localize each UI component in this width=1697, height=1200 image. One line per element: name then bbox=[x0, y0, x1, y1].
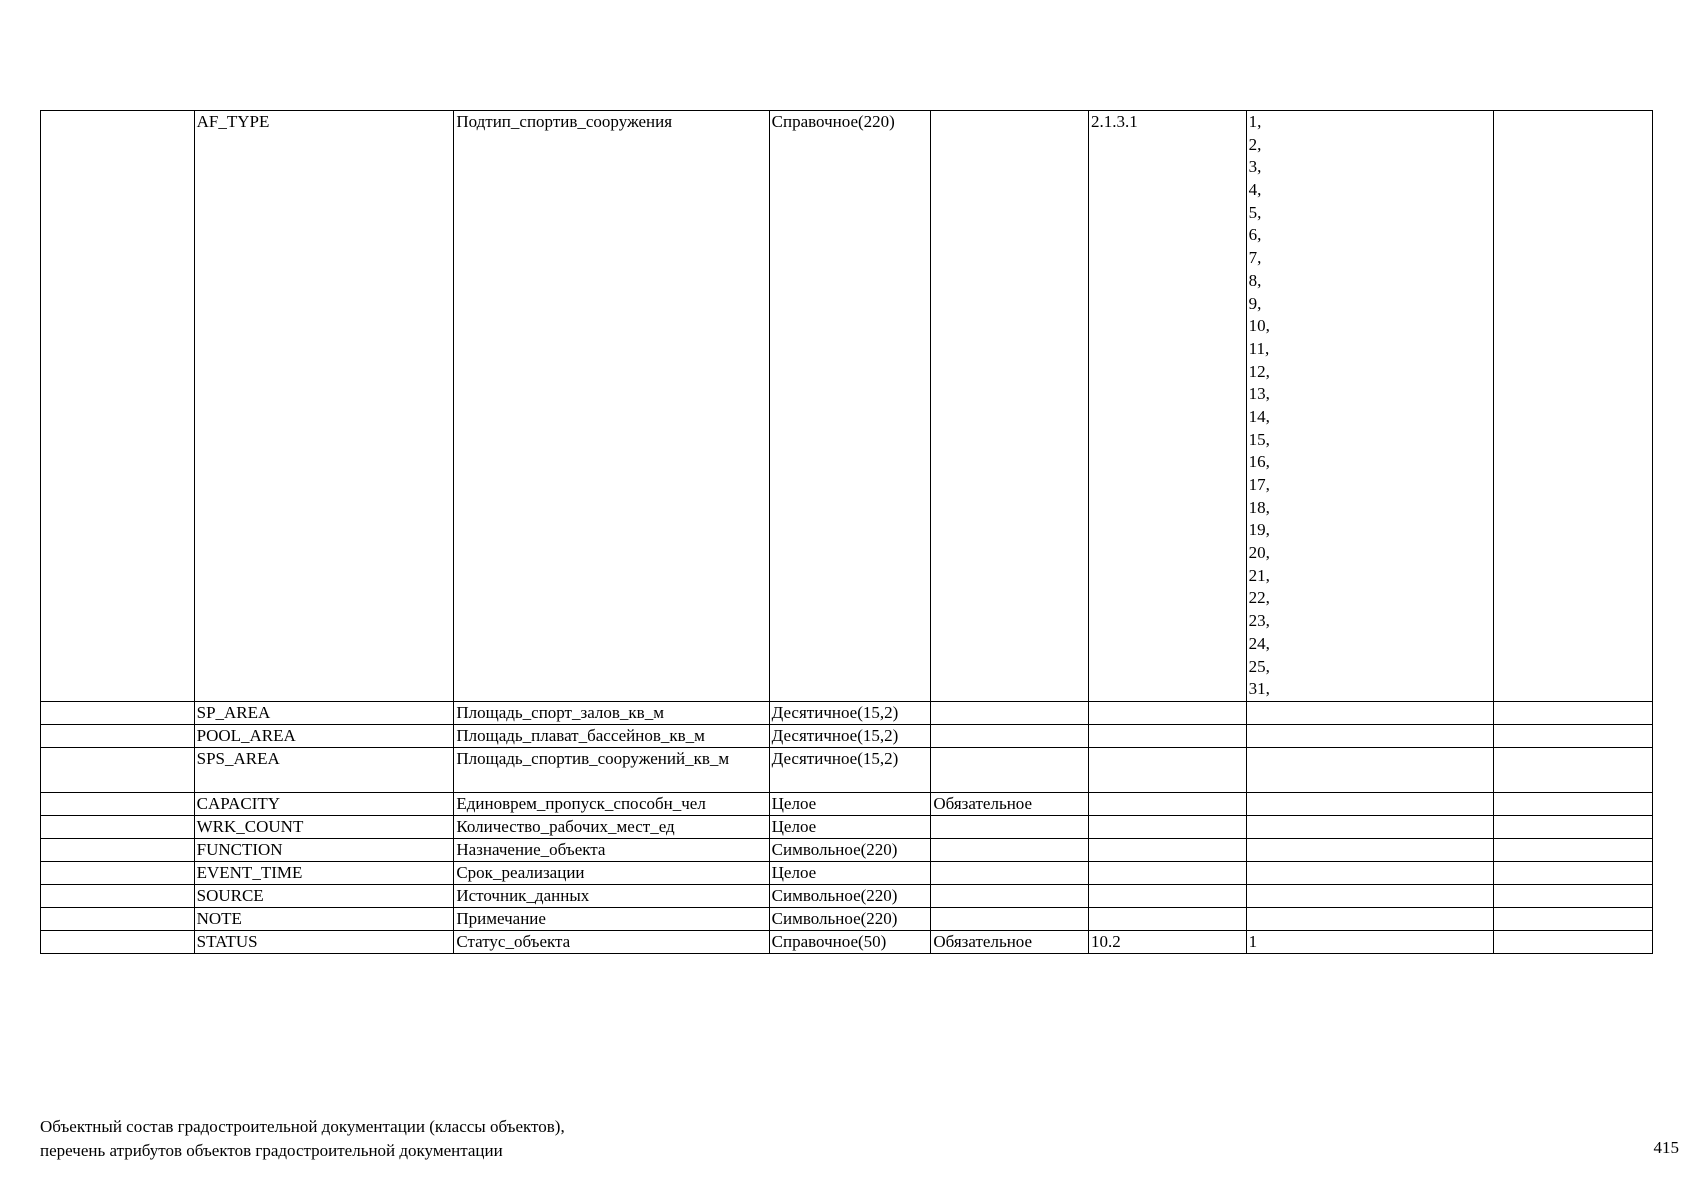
empty-cell bbox=[41, 816, 195, 839]
value-item: 16, bbox=[1248, 452, 1270, 472]
attribute-value bbox=[1246, 816, 1494, 839]
value-item: 9, bbox=[1248, 293, 1262, 313]
attribute-name: Статус_объекта bbox=[454, 931, 769, 954]
value-item: 10, bbox=[1248, 316, 1270, 336]
attribute-required bbox=[931, 862, 1089, 885]
attribute-code: EVENT_TIME bbox=[194, 862, 454, 885]
attribute-required bbox=[931, 111, 1089, 702]
value-item: 11, bbox=[1248, 338, 1270, 358]
attribute-type: Целое bbox=[769, 816, 931, 839]
attributes-table bbox=[40, 110, 1653, 954]
value-item: 1, bbox=[1248, 112, 1262, 131]
attribute-code: SP_AREA bbox=[194, 702, 454, 725]
attribute-required bbox=[931, 839, 1089, 862]
attribute-name: Срок_реализации bbox=[454, 862, 769, 885]
attribute-ref bbox=[1089, 885, 1247, 908]
attribute-value: 1 bbox=[1246, 931, 1494, 954]
attribute-type: Целое bbox=[769, 862, 931, 885]
empty-cell bbox=[41, 793, 195, 816]
empty-cell bbox=[1494, 816, 1653, 839]
value-item: 24, bbox=[1248, 633, 1270, 653]
attribute-ref bbox=[1089, 793, 1247, 816]
empty-cell bbox=[1494, 793, 1653, 816]
attribute-ref bbox=[1089, 862, 1247, 885]
value-item: 12, bbox=[1248, 361, 1270, 381]
empty-cell bbox=[1494, 885, 1653, 908]
value-item: 25, bbox=[1248, 656, 1270, 676]
attribute-code: WRK_COUNT bbox=[194, 816, 454, 839]
attribute-name: Подтип_спортив_сооружения bbox=[454, 111, 769, 702]
empty-cell bbox=[1494, 908, 1653, 931]
attribute-name: Площадь_спорт_залов_кв_м bbox=[454, 702, 769, 725]
attribute-code: SPS_AREA bbox=[194, 748, 454, 793]
empty-cell bbox=[41, 885, 195, 908]
attribute-name: Единоврем_пропуск_способн_чел bbox=[454, 793, 769, 816]
attribute-code: NOTE bbox=[194, 908, 454, 931]
attribute-value bbox=[1246, 702, 1494, 725]
empty-cell bbox=[41, 748, 195, 793]
value-item: 14, bbox=[1248, 406, 1270, 426]
attribute-name: Источник_данных bbox=[454, 885, 769, 908]
attribute-type: Справочное(50) bbox=[769, 931, 931, 954]
empty-cell bbox=[41, 111, 195, 702]
empty-cell bbox=[41, 702, 195, 725]
value-item: 15, bbox=[1248, 429, 1270, 449]
attribute-required bbox=[931, 702, 1089, 725]
attribute-required bbox=[931, 816, 1089, 839]
attribute-type: Десятичное(15,2) bbox=[769, 702, 931, 725]
attribute-code: FUNCTION bbox=[194, 839, 454, 862]
value-item: 31, bbox=[1248, 679, 1270, 699]
empty-cell bbox=[41, 931, 195, 954]
table-row bbox=[41, 931, 1653, 954]
value-item: 20, bbox=[1248, 543, 1270, 563]
empty-cell bbox=[1494, 702, 1653, 725]
attribute-required bbox=[931, 885, 1089, 908]
empty-cell bbox=[41, 908, 195, 931]
value-item: 6, bbox=[1248, 225, 1262, 245]
attribute-code: POOL_AREA bbox=[194, 725, 454, 748]
attribute-ref bbox=[1089, 725, 1247, 748]
empty-cell bbox=[41, 725, 195, 748]
value-item: 22, bbox=[1248, 588, 1270, 608]
table-row bbox=[41, 725, 1653, 748]
attribute-type: Десятичное(15,2) bbox=[769, 725, 931, 748]
table-row bbox=[41, 702, 1653, 725]
attribute-required bbox=[931, 908, 1089, 931]
attribute-code: SOURCE bbox=[194, 885, 454, 908]
attribute-type: Десятичное(15,2) bbox=[769, 748, 931, 793]
table-row bbox=[41, 908, 1653, 931]
attribute-required bbox=[931, 725, 1089, 748]
attribute-ref: 10.2 bbox=[1089, 931, 1247, 954]
attribute-ref bbox=[1089, 748, 1247, 793]
value-item: 5, bbox=[1248, 202, 1262, 222]
attribute-value bbox=[1246, 885, 1494, 908]
empty-cell bbox=[1494, 839, 1653, 862]
page-footer bbox=[40, 1115, 565, 1163]
attribute-code: STATUS bbox=[194, 931, 454, 954]
table-row bbox=[41, 793, 1653, 816]
attribute-name: Примечание bbox=[454, 908, 769, 931]
value-item: 3, bbox=[1248, 157, 1262, 177]
empty-cell bbox=[1494, 931, 1653, 954]
footer-line-1: Объектный состав градостроительной документации (классы объектов), bbox=[40, 1117, 565, 1136]
attribute-ref bbox=[1089, 702, 1247, 725]
attribute-value bbox=[1246, 725, 1494, 748]
attribute-type: Справочное(220) bbox=[769, 111, 931, 702]
empty-cell bbox=[41, 862, 195, 885]
value-item: 2, bbox=[1248, 134, 1262, 154]
attribute-values bbox=[1246, 111, 1494, 702]
value-item: 13, bbox=[1248, 384, 1270, 404]
empty-cell bbox=[1494, 725, 1653, 748]
value-item: 4, bbox=[1248, 180, 1262, 200]
value-item: 19, bbox=[1248, 520, 1270, 540]
table-row bbox=[41, 111, 1653, 702]
attribute-name: Площадь_спортив_сооружений_кв_м bbox=[454, 748, 769, 793]
value-item: 23, bbox=[1248, 611, 1270, 631]
empty-cell bbox=[41, 839, 195, 862]
attribute-value bbox=[1246, 839, 1494, 862]
attribute-type: Символьное(220) bbox=[769, 839, 931, 862]
attribute-code: CAPACITY bbox=[194, 793, 454, 816]
attribute-name: Площадь_плават_бассейнов_кв_м bbox=[454, 725, 769, 748]
table-row bbox=[41, 816, 1653, 839]
attribute-required bbox=[931, 748, 1089, 793]
value-item: 18, bbox=[1248, 497, 1270, 517]
value-item: 8, bbox=[1248, 270, 1262, 290]
attribute-type: Символьное(220) bbox=[769, 908, 931, 931]
attribute-value bbox=[1246, 862, 1494, 885]
value-item: 17, bbox=[1248, 475, 1270, 494]
table-row bbox=[41, 862, 1653, 885]
attribute-ref bbox=[1089, 908, 1247, 931]
page-number: 415 bbox=[1653, 1138, 1679, 1157]
table-row bbox=[41, 748, 1653, 793]
attribute-ref: 2.1.3.1 bbox=[1089, 111, 1247, 702]
value-item: 21, bbox=[1248, 565, 1270, 585]
attribute-ref bbox=[1089, 816, 1247, 839]
table-row bbox=[41, 839, 1653, 862]
attribute-required: Обязательное bbox=[931, 931, 1089, 954]
attribute-value bbox=[1246, 908, 1494, 931]
empty-cell bbox=[1494, 748, 1653, 793]
footer-line-2: перечень атрибутов объектов градостроительной документации bbox=[40, 1141, 503, 1160]
attribute-type: Символьное(220) bbox=[769, 885, 931, 908]
attribute-ref bbox=[1089, 839, 1247, 862]
attribute-value bbox=[1246, 793, 1494, 816]
attribute-code: AF_TYPE bbox=[194, 111, 454, 702]
attribute-type: Целое bbox=[769, 793, 931, 816]
empty-cell bbox=[1494, 111, 1653, 702]
empty-cell bbox=[1494, 862, 1653, 885]
attribute-required: Обязательное bbox=[931, 793, 1089, 816]
attribute-value bbox=[1246, 748, 1494, 793]
attribute-name: Назначение_объекта bbox=[454, 839, 769, 862]
value-item: 7, bbox=[1248, 248, 1262, 268]
attribute-name: Количество_рабочих_мест_ед bbox=[454, 816, 769, 839]
table-row bbox=[41, 885, 1653, 908]
